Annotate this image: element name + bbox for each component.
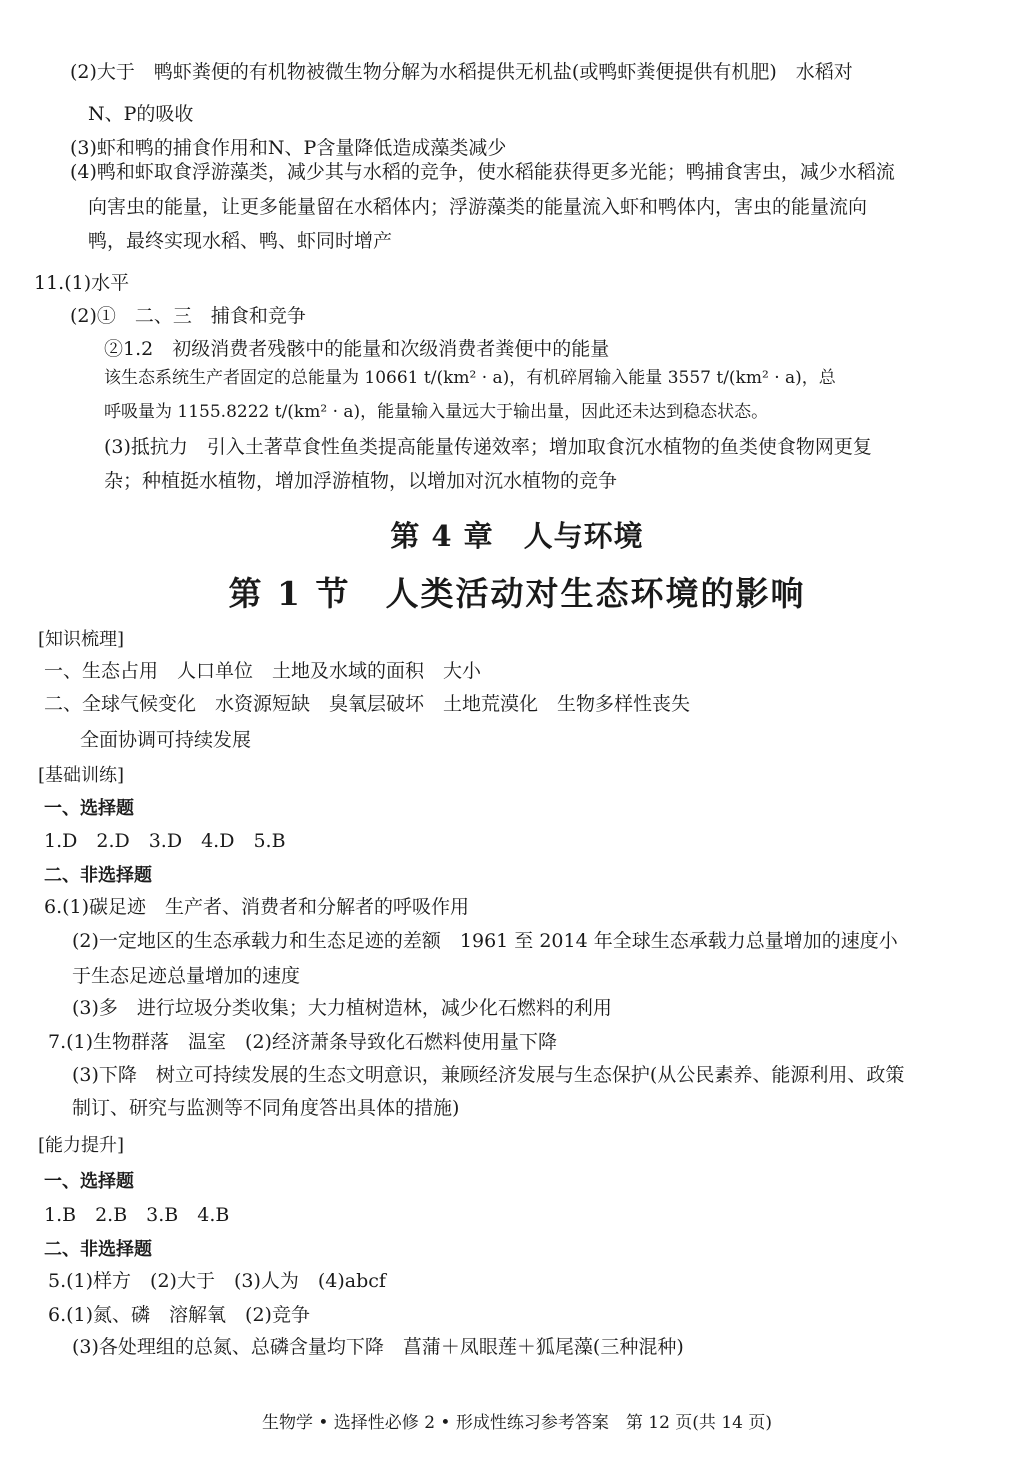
- section-label-knowledge: [知识梳理]: [38, 629, 125, 650]
- text-line: (3)下降 树立可持续发展的生态文明意识，兼顾经济发展与生态保护(从公民素养、能源利用、政策: [72, 1064, 905, 1086]
- subsection-title: 一、选择题: [44, 1171, 134, 1192]
- text-line: 呼吸量为 1155.8222 t/(km² · a)，能量输入量远大于输出量，因此还未达到稳态状态。: [104, 402, 769, 422]
- text-line: 制订、研究与监测等不同角度答出具体的措施): [72, 1097, 460, 1119]
- text-line: 6.(1)碳足迹 生产者、消费者和分解者的呼吸作用: [44, 896, 470, 918]
- section-title: 第 1 节 人类活动对生态环境的影响: [228, 574, 806, 613]
- section-label-ability: [能力提升]: [38, 1135, 125, 1156]
- text-line: (3)多 进行垃圾分类收集；大力植树造林，减少化石燃料的利用: [72, 997, 612, 1019]
- choice-answers: 1.B 2.B 3.B 4.B: [44, 1204, 230, 1226]
- text-line: 二、全球气候变化 水资源短缺 臭氧层破坏 土地荒漠化 生物多样性丧失: [44, 693, 691, 715]
- chapter-title: 第 4 章 人与环境: [390, 519, 644, 553]
- text-line: (4)鸭和虾取食浮游藻类，减少其与水稻的竞争，使水稻能获得更多光能；鸭捕食害虫，减少水稻流: [70, 161, 895, 183]
- text-line: 7.(1)生物群落 温室 (2)经济萧条导致化石燃料使用量下降: [48, 1031, 557, 1053]
- subsection-title: 二、非选择题: [44, 865, 152, 886]
- text-line: (3)抵抗力 引入土著草食性鱼类提高能量传递效率；增加取食沉水植物的鱼类使食物网更复: [104, 436, 872, 458]
- text-line: (3)虾和鸭的捕食作用和N、P含量降低造成藻类减少: [70, 137, 507, 159]
- text-line: 6.(1)氮、磷 溶解氧 (2)竞争: [48, 1304, 310, 1326]
- text-line: (2)一定地区的生态承载力和生态足迹的差额 1961 至 2014 年全球生态承载力总量增加的速度小: [72, 930, 898, 952]
- section-label-basic: [基础训练]: [38, 765, 125, 786]
- text-line: (2)大于 鸭虾粪便的有机物被微生物分解为水稻提供无机盐(或鸭虾粪便提供有机肥) 水稻对: [70, 61, 853, 83]
- text-line: 鸭，最终实现水稻、鸭、虾同时增产: [88, 230, 393, 252]
- choice-answers: 1.D 2.D 3.D 4.D 5.B: [44, 830, 286, 852]
- text-line: 杂；种植挺水植物，增加浮游植物，以增加对沉水植物的竞争: [104, 470, 618, 492]
- subsection-title: 二、非选择题: [44, 1239, 152, 1260]
- text-line: 向害虫的能量，让更多能量留在水稻体内；浮游藻类的能量流入虾和鸭体内，害虫的能量流向: [88, 196, 868, 218]
- text-line: (2)① 二、三 捕食和竞争: [70, 305, 306, 327]
- question-11: 11.(1)水平: [34, 272, 130, 294]
- text-line: 该生态系统生产者固定的总能量为 10661 t/(km² · a)，有机碎屑输入能量 3557 t/(km² · a)，总: [104, 368, 836, 388]
- text-line: (3)各处理组的总氮、总磷含量均下降 菖蒲＋凤眼莲＋狐尾藻(三种混种): [72, 1336, 684, 1358]
- text-line: 一、生态占用 人口单位 土地及水域的面积 大小: [44, 660, 482, 682]
- subsection-title: 一、选择题: [44, 798, 134, 819]
- text-line: 5.(1)样方 (2)大于 (3)人为 (4)abcf: [48, 1270, 386, 1292]
- page-footer: 生物学 • 选择性必修 2 • 形成性练习参考答案 第 12 页(共 14 页): [261, 1413, 773, 1433]
- text-line: 全面协调可持续发展: [80, 729, 252, 751]
- text-line: 于生态足迹总量增加的速度: [72, 965, 301, 987]
- text-line: ②1.2 初级消费者残骸中的能量和次级消费者粪便中的能量: [104, 338, 610, 360]
- text-line: N、P的吸收: [88, 103, 194, 125]
